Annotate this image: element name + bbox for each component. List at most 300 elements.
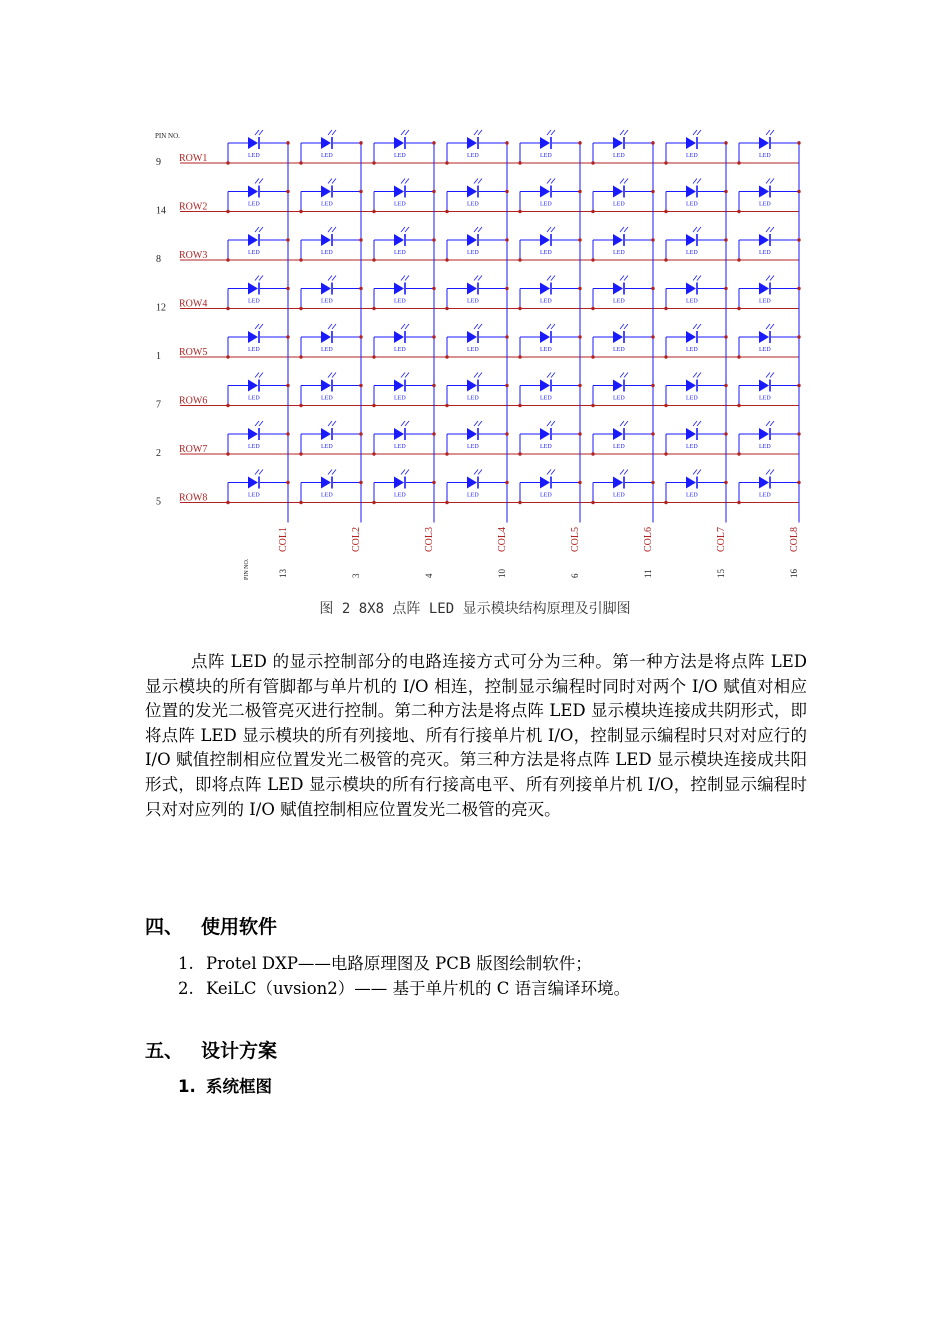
led-light-arrow — [259, 130, 263, 135]
led-diode — [759, 380, 769, 392]
led-light-arrow — [547, 227, 551, 232]
led-light-arrow — [474, 130, 478, 135]
row-junction — [591, 258, 594, 261]
row-junction — [737, 355, 740, 358]
led-light-arrow — [693, 227, 697, 232]
list-item-number: 2. — [178, 979, 194, 998]
led-light-arrow — [478, 179, 482, 184]
led-light-arrow — [697, 373, 701, 378]
led-light-arrow — [259, 179, 263, 184]
led-light-arrow — [328, 179, 332, 184]
led-light-arrow — [401, 470, 405, 475]
row-label: ROW6 — [179, 395, 208, 407]
column-junction — [505, 141, 508, 144]
led-light-arrow — [259, 227, 263, 232]
list-item-text: KeiLC（uvsion2）—— 基于单片机的 C 语言编译环境。 — [206, 979, 631, 998]
row-junction — [591, 355, 594, 358]
led-diode — [686, 234, 696, 246]
led-label: LED — [540, 395, 552, 402]
row-junction — [299, 452, 302, 455]
led-label: LED — [248, 347, 260, 353]
led-light-arrow — [547, 421, 551, 426]
column-label: COL8 — [789, 527, 800, 552]
row-junction — [445, 210, 448, 213]
led-light-arrow — [332, 179, 336, 184]
row-pin-number: 2 — [156, 448, 161, 459]
column-label: COL7 — [716, 527, 727, 552]
led-light-arrow — [478, 421, 482, 426]
led-light-arrow — [547, 179, 551, 184]
led-diode — [759, 137, 769, 149]
led-label: LED — [540, 298, 552, 305]
led-diode — [394, 428, 404, 440]
led-light-arrow — [547, 470, 551, 475]
led-diode — [540, 234, 550, 246]
row-junction — [518, 161, 521, 164]
led-diode — [613, 380, 623, 392]
column-junction — [359, 287, 362, 290]
led-diode — [394, 186, 404, 198]
column-label: COL2 — [351, 527, 362, 552]
column-junction — [651, 141, 654, 144]
led-light-arrow — [551, 276, 555, 281]
led-diode — [248, 234, 258, 246]
led-diode — [394, 283, 404, 295]
led-diode — [759, 283, 769, 295]
led-light-arrow — [255, 276, 259, 281]
row-junction — [664, 404, 667, 407]
led-diode — [248, 283, 258, 295]
led-light-arrow — [401, 421, 405, 426]
column-junction — [578, 384, 581, 387]
led-light-arrow — [770, 179, 774, 184]
column-pin-number: 11 — [643, 569, 653, 578]
led-light-arrow — [405, 421, 409, 426]
section-4-heading — [145, 912, 277, 939]
led-light-arrow — [547, 324, 551, 329]
led-label: LED — [686, 201, 698, 208]
led-label: LED — [613, 347, 625, 353]
led-label: LED — [613, 201, 625, 208]
led-light-arrow — [478, 227, 482, 232]
led-light-arrow — [259, 470, 263, 475]
led-diode — [321, 380, 331, 392]
row-label: ROW4 — [179, 298, 208, 310]
row-junction — [591, 452, 594, 455]
led-label: LED — [321, 492, 333, 499]
led-matrix-schematic — [140, 120, 810, 585]
column-junction — [578, 287, 581, 290]
led-diode — [394, 234, 404, 246]
column-junction — [359, 335, 362, 338]
row-junction — [518, 404, 521, 407]
led-light-arrow — [405, 130, 409, 135]
column-junction — [651, 190, 654, 193]
led-diode — [759, 477, 769, 489]
led-light-arrow — [770, 373, 774, 378]
row-pin-number: 8 — [156, 254, 161, 265]
led-diode — [613, 186, 623, 198]
row-junction — [372, 355, 375, 358]
led-light-arrow — [697, 179, 701, 184]
led-light-arrow — [770, 130, 774, 135]
led-label: LED — [759, 153, 771, 159]
led-light-arrow — [620, 227, 624, 232]
led-light-arrow — [766, 130, 770, 135]
row-junction — [518, 501, 521, 504]
column-junction — [286, 432, 289, 435]
led-light-arrow — [766, 179, 770, 184]
led-diode — [467, 380, 477, 392]
row-junction — [518, 355, 521, 358]
led-light-arrow — [551, 421, 555, 426]
column-junction — [797, 432, 800, 435]
column-junction — [724, 287, 727, 290]
led-light-arrow — [332, 130, 336, 135]
column-junction — [359, 384, 362, 387]
led-diode — [686, 283, 696, 295]
row-label: ROW7 — [179, 444, 208, 455]
led-diode — [686, 137, 696, 149]
led-diode — [540, 477, 550, 489]
led-label: LED — [759, 298, 771, 305]
row-junction — [445, 501, 448, 504]
column-junction — [505, 238, 508, 241]
led-label: LED — [394, 201, 406, 208]
led-light-arrow — [474, 470, 478, 475]
led-light-arrow — [693, 324, 697, 329]
led-light-arrow — [328, 324, 332, 329]
led-light-arrow — [697, 276, 701, 281]
led-label: LED — [540, 250, 552, 256]
led-label: LED — [321, 347, 333, 353]
column-junction — [286, 287, 289, 290]
led-light-arrow — [478, 276, 482, 281]
led-light-arrow — [474, 373, 478, 378]
led-light-arrow — [766, 227, 770, 232]
led-label: LED — [248, 201, 260, 208]
column-label: COL1 — [278, 527, 289, 552]
led-label: LED — [467, 492, 479, 499]
led-light-arrow — [255, 179, 259, 184]
subsection-number: 1. — [178, 1077, 196, 1096]
led-light-arrow — [766, 276, 770, 281]
led-light-arrow — [401, 276, 405, 281]
row-junction — [518, 452, 521, 455]
column-junction — [797, 384, 800, 387]
led-light-arrow — [624, 227, 628, 232]
led-diode — [759, 331, 769, 343]
led-light-arrow — [770, 324, 774, 329]
led-light-arrow — [328, 276, 332, 281]
row-junction — [226, 307, 229, 310]
row-junction — [737, 210, 740, 213]
list-item — [178, 975, 630, 999]
led-label: LED — [759, 444, 771, 450]
led-light-arrow — [328, 470, 332, 475]
column-junction — [651, 238, 654, 241]
led-light-arrow — [547, 276, 551, 281]
column-junction — [651, 335, 654, 338]
led-label: LED — [613, 492, 625, 499]
row-junction — [226, 404, 229, 407]
led-diode — [467, 234, 477, 246]
led-diode — [248, 331, 258, 343]
led-label: LED — [248, 492, 260, 499]
led-light-arrow — [693, 276, 697, 281]
led-label: LED — [394, 153, 406, 159]
body-paragraph: 点阵 LED 的显示控制部分的电路连接方式可分为三种。第一种方法是将点阵 LED 显示模块的所有管脚都与单片机的 I/O 相连，控制显示编程时同时对两个 I/O 赋值对相应位置的发光二极管亮灭进行控制。第二种方法是将点阵 LED 显示模块连接成共阴形式，即将点阵 LED 显示模块的所有列接地、所有行接单片机 I/O，控制显示编程时只对对应行的 I/O 赋值控制相应位置发光二极管的亮灭。第三种方法是将点阵 LED 显示模块连接成共阳形式，即将点阵 LED 显示模块的所有行接高电平、所有列接单片机 I/O，控制显示编程时只对对应列的 I/O 赋值控制相应位置发光二极管的亮灭。 — [145, 652, 807, 819]
led-light-arrow — [624, 470, 628, 475]
column-label: COL5 — [570, 527, 581, 552]
column-junction — [797, 335, 800, 338]
row-junction — [445, 452, 448, 455]
led-label: LED — [248, 298, 260, 305]
row-junction — [591, 161, 594, 164]
column-junction — [286, 190, 289, 193]
led-label: LED — [394, 492, 406, 499]
led-diode — [248, 477, 258, 489]
led-light-arrow — [547, 373, 551, 378]
led-light-arrow — [332, 373, 336, 378]
led-light-arrow — [697, 421, 701, 426]
led-light-arrow — [405, 324, 409, 329]
column-junction — [797, 190, 800, 193]
led-diode — [613, 283, 623, 295]
led-light-arrow — [547, 130, 551, 135]
led-diode — [394, 380, 404, 392]
led-light-arrow — [478, 324, 482, 329]
led-label: LED — [540, 444, 552, 450]
led-label: LED — [394, 298, 406, 305]
column-junction — [724, 238, 727, 241]
column-label: COL3 — [424, 527, 435, 552]
led-light-arrow — [693, 130, 697, 135]
column-junction — [505, 481, 508, 484]
section-5-number: 五、 — [145, 1040, 184, 1062]
led-diode — [686, 477, 696, 489]
led-light-arrow — [405, 227, 409, 232]
led-diode — [248, 380, 258, 392]
column-junction — [505, 190, 508, 193]
row-junction — [664, 355, 667, 358]
led-label: LED — [540, 347, 552, 353]
led-light-arrow — [401, 130, 405, 135]
column-pin-no-label: PIN NO. — [244, 558, 250, 580]
led-light-arrow — [401, 227, 405, 232]
led-label: LED — [686, 395, 698, 402]
led-diode — [686, 186, 696, 198]
led-light-arrow — [259, 421, 263, 426]
led-light-arrow — [255, 227, 259, 232]
row-junction — [591, 404, 594, 407]
row-pin-number: 7 — [156, 399, 161, 411]
led-light-arrow — [259, 324, 263, 329]
led-diode — [759, 186, 769, 198]
column-pin-number: 4 — [424, 573, 434, 578]
led-diode — [467, 331, 477, 343]
led-diode — [540, 283, 550, 295]
led-light-arrow — [259, 276, 263, 281]
led-light-arrow — [624, 324, 628, 329]
led-label: LED — [759, 201, 771, 208]
led-label: LED — [248, 153, 260, 159]
column-junction — [359, 141, 362, 144]
list-item-number: 1. — [178, 954, 194, 973]
column-junction — [286, 238, 289, 241]
row-label: ROW2 — [179, 201, 208, 213]
row-junction — [299, 501, 302, 504]
led-label: LED — [613, 298, 625, 305]
column-junction — [578, 141, 581, 144]
led-diode — [321, 428, 331, 440]
section-4-title: 使用软件 — [201, 916, 278, 938]
led-light-arrow — [474, 276, 478, 281]
led-light-arrow — [624, 130, 628, 135]
led-light-arrow — [766, 421, 770, 426]
column-junction — [578, 190, 581, 193]
led-light-arrow — [405, 373, 409, 378]
row-junction — [737, 404, 740, 407]
led-light-arrow — [328, 421, 332, 426]
row-junction — [737, 452, 740, 455]
led-label: LED — [321, 298, 333, 305]
led-light-arrow — [401, 179, 405, 184]
column-junction — [724, 141, 727, 144]
led-diode — [394, 331, 404, 343]
list-item — [178, 950, 592, 974]
led-light-arrow — [697, 324, 701, 329]
row-junction — [226, 210, 229, 213]
led-light-arrow — [693, 373, 697, 378]
led-light-arrow — [332, 470, 336, 475]
led-diode — [759, 234, 769, 246]
led-light-arrow — [770, 421, 774, 426]
led-label: LED — [759, 250, 771, 256]
led-label: LED — [467, 250, 479, 256]
led-diode — [467, 477, 477, 489]
row-junction — [299, 355, 302, 358]
led-diode — [321, 477, 331, 489]
row-junction — [737, 307, 740, 310]
led-light-arrow — [624, 179, 628, 184]
row-junction — [372, 210, 375, 213]
row-junction — [445, 355, 448, 358]
column-junction — [359, 432, 362, 435]
column-pin-number: 3 — [351, 573, 361, 578]
row-label: ROW3 — [179, 250, 208, 261]
subsection-title: 系统框图 — [206, 1077, 272, 1096]
led-light-arrow — [697, 130, 701, 135]
led-light-arrow — [255, 130, 259, 135]
led-label: LED — [686, 153, 698, 159]
column-junction — [432, 238, 435, 241]
column-junction — [432, 287, 435, 290]
led-light-arrow — [474, 227, 478, 232]
subsection-heading — [178, 1073, 272, 1097]
led-diode — [540, 380, 550, 392]
led-light-arrow — [551, 179, 555, 184]
column-pin-number: 15 — [716, 569, 726, 578]
led-diode — [394, 477, 404, 489]
led-light-arrow — [770, 470, 774, 475]
led-light-arrow — [478, 130, 482, 135]
led-label: LED — [540, 153, 552, 159]
row-junction — [737, 161, 740, 164]
led-label: LED — [248, 395, 260, 402]
led-label: LED — [613, 395, 625, 402]
column-pin-number: 10 — [497, 569, 507, 578]
led-light-arrow — [478, 373, 482, 378]
row-junction — [445, 258, 448, 261]
led-light-arrow — [405, 470, 409, 475]
led-label: LED — [321, 153, 333, 159]
column-junction — [797, 287, 800, 290]
led-light-arrow — [551, 373, 555, 378]
column-junction — [724, 335, 727, 338]
row-pin-number: 12 — [156, 302, 166, 314]
led-light-arrow — [401, 324, 405, 329]
led-diode — [467, 283, 477, 295]
led-label: LED — [321, 201, 333, 208]
led-label: LED — [759, 347, 771, 353]
led-diode — [613, 137, 623, 149]
led-light-arrow — [328, 130, 332, 135]
led-diode — [467, 186, 477, 198]
led-diode — [759, 428, 769, 440]
led-diode — [686, 428, 696, 440]
row-junction — [518, 307, 521, 310]
section-4-number: 四、 — [145, 916, 184, 938]
led-light-arrow — [620, 470, 624, 475]
led-light-arrow — [255, 373, 259, 378]
column-junction — [505, 384, 508, 387]
led-diode — [394, 137, 404, 149]
led-light-arrow — [620, 276, 624, 281]
column-label: COL4 — [497, 527, 508, 552]
led-label: LED — [467, 395, 479, 402]
led-light-arrow — [697, 227, 701, 232]
led-light-arrow — [693, 470, 697, 475]
led-label: LED — [613, 250, 625, 256]
column-junction — [432, 335, 435, 338]
column-junction — [432, 384, 435, 387]
led-label: LED — [686, 347, 698, 353]
column-junction — [286, 384, 289, 387]
led-light-arrow — [474, 179, 478, 184]
row-junction — [299, 210, 302, 213]
led-light-arrow — [770, 276, 774, 281]
led-light-arrow — [697, 470, 701, 475]
column-junction — [505, 432, 508, 435]
row-junction — [372, 258, 375, 261]
led-light-arrow — [620, 324, 624, 329]
row-junction — [299, 161, 302, 164]
row-junction — [591, 307, 594, 310]
led-label: LED — [321, 250, 333, 256]
led-diode — [613, 331, 623, 343]
led-light-arrow — [328, 227, 332, 232]
led-label: LED — [686, 250, 698, 256]
led-light-arrow — [551, 130, 555, 135]
led-label: LED — [686, 492, 698, 499]
led-light-arrow — [332, 421, 336, 426]
row-junction — [299, 404, 302, 407]
led-label: LED — [540, 492, 552, 499]
row-junction — [664, 210, 667, 213]
led-light-arrow — [405, 179, 409, 184]
led-diode — [613, 234, 623, 246]
